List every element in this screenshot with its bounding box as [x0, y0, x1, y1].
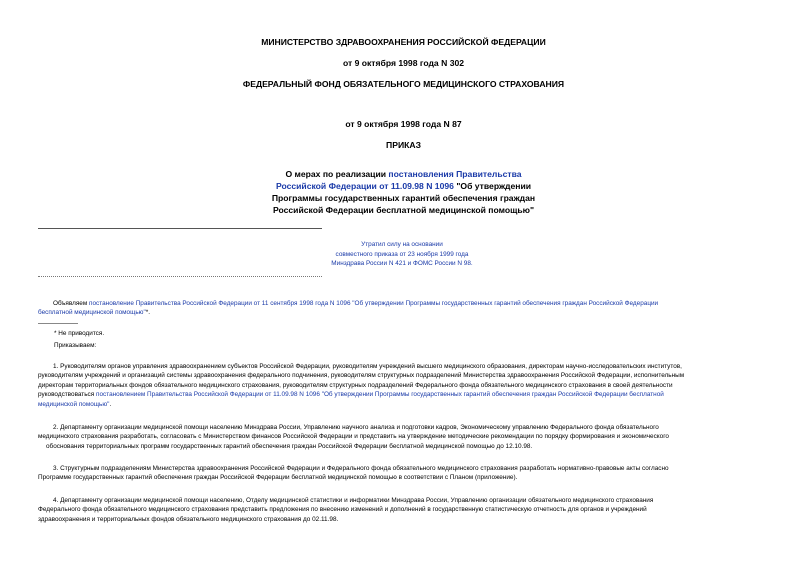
divider-dotted — [38, 276, 322, 277]
preamble-prefix: Объявляем — [53, 300, 90, 307]
annotation — [322, 240, 482, 269]
document-title — [0, 168, 807, 216]
ministry-heading: МИНИСТЕРСТВО ЗДРАВООХРАНЕНИЯ РОССИЙСКОЙ ФЕДЕРАЦИИ — [261, 37, 546, 47]
footnote-separator — [38, 323, 78, 324]
title-link-2[interactable]: Российской Федерации от 11.09.98 N 1096 — [275, 181, 454, 191]
preamble-paragraph — [38, 299, 770, 318]
item-4-line-1: 4. Департаменту организации медицинской помощи населению, Отделу медицинской статистики и информатики Минздрава России, Управлению организации обязательного медицинского страхования — [53, 497, 654, 504]
item-4-line-3: здравоохранения и территориальных фондов обязательного медицинского страхования до 02.11.98. — [38, 515, 339, 523]
item-1-link-2[interactable]: медицинской помощью" — [38, 400, 110, 408]
title-text-1: О мерах по реализации — [285, 169, 389, 179]
item-1-link-1[interactable]: постановлением Правительства Российской Федерации от 11.09.98 N 1096 "Об утверждении Программы государственных гарантий обеспечения граждан Российской Федерации бесплатной — [96, 391, 664, 399]
order-word: Приказываем: — [54, 342, 97, 349]
fund-date: от 9 октября 1998 года N 87 — [345, 119, 462, 129]
item-1-line-1: 1. Руководителям органов управления здравоохранением субъектов Российской Федерации, руководителям учреждений высшего медицинского образования, директорам научно-исследовательских институтов, — [53, 363, 682, 370]
preamble-suffix: *. — [145, 309, 151, 317]
item-1-line-2: руководителям учреждений и организаций системы здравоохранения федерального подчинения, руководителям структурных подразделений Министерства здравоохранения Российской Федерации, исполнительным — [38, 372, 685, 380]
annotation-link-2[interactable]: Минздрава России N 421 и ФОМС России N 98. — [331, 260, 473, 267]
fund-heading: ФЕДЕРАЛЬНЫЙ ФОНД ОБЯЗАТЕЛЬНОГО МЕДИЦИНСКОГО СТРАХОВАНИЯ — [242, 79, 565, 89]
item-4 — [38, 496, 770, 524]
doc-type: ПРИКАЗ — [386, 140, 421, 150]
item-1-suffix: . — [109, 400, 112, 408]
title-line-3: Программы государственных гарантий обеспечения граждан — [271, 193, 536, 203]
annotation-link-1[interactable]: совместного приказа от 23 ноября 1999 года — [335, 250, 469, 258]
item-1-line-4-prefix: руководствоваться — [38, 391, 96, 399]
item-2 — [38, 423, 770, 451]
annotation-line-1: Утратил силу на основании — [361, 241, 443, 248]
title-line-4: Российской Федерации бесплатной медицинской помощью" — [272, 205, 535, 215]
footnote: * Не приводится. — [54, 330, 105, 337]
item-1-line-3: директорам территориальных фондов обязательного медицинского страхования, руководителям структурных подразделений Федерального фонда обязательного медицинского страхования в своей деятельности — [38, 381, 673, 389]
item-2-line-1: 2. Департаменту организации медицинской помощи населению Минздрава России, Управлению научного анализа и подготовки кадров, Экономическому управлению Федерального фонда обязательного — [53, 424, 659, 431]
title-text-2: "Об утверждении — [453, 181, 532, 191]
preamble-link-2[interactable]: бесплатной медицинской помощью" — [38, 309, 146, 317]
ministry-date: от 9 октября 1998 года N 302 — [342, 58, 465, 68]
item-3 — [38, 464, 770, 483]
divider-top — [38, 228, 322, 229]
item-3-line-2: Программе государственных гарантий обеспечения граждан Российской Федерации бесплатной медицинской помощью в соответствии с Планом (приложение). — [38, 474, 518, 482]
item-2-line-3: обоснования территориальных программ государственных гарантий обеспечения граждан Российской Федерации бесплатной медицинской помощью до 12.10.98. — [46, 442, 533, 450]
preamble-link-1[interactable]: постановление Правительства Российской Федерации от 11 сентября 1998 года N 1096 "Об утверждении Программы государственных гарантий обеспечения граждан Российской Федерации — [89, 300, 659, 307]
item-4-line-2: Федерального фонда обязательного медицинского страхования представить предложения по внесению изменений и дополнений в государственную статистическую отчетность для органов и учреждений — [38, 506, 647, 514]
title-link-1[interactable]: постановления Правительства — [388, 169, 522, 179]
item-1 — [38, 362, 770, 409]
item-2-line-2: медицинского страхования разработать, согласовать с Министерством финансов Российской Федерации и представить на утверждение методические рекомендации по порядку формирования и экономического — [38, 433, 669, 441]
item-3-line-1: 3. Структурным подразделениям Министерства здравоохранения Российской Федерации и Федерального фонда обязательного медицинского страхования разработать нормативно-правовые акты согласно — [53, 465, 669, 472]
